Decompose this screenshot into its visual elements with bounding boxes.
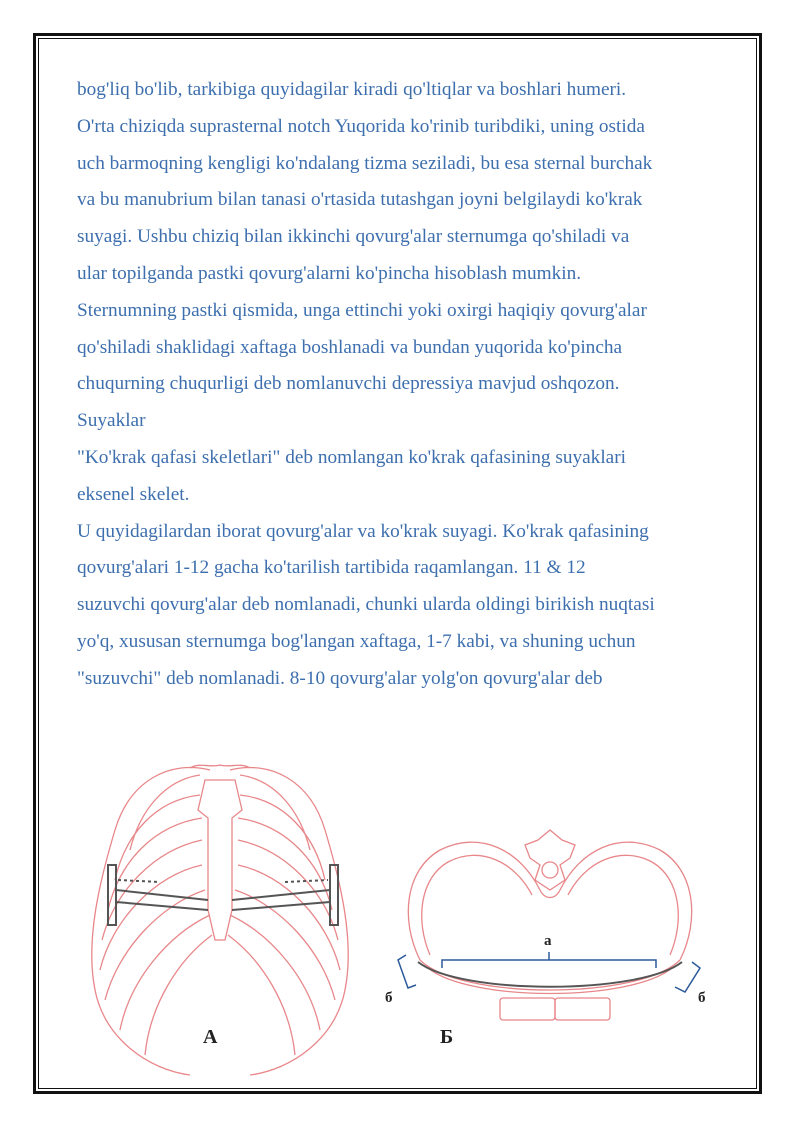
text-line: bog'liq bo'lib, tarkibiga quyidagilar kiradi qo'ltiqlar va boshlari humeri. xyxy=(77,79,627,100)
bracket-b-left xyxy=(398,955,416,988)
label-b: Б xyxy=(440,1026,454,1048)
panel-a-rib-cage xyxy=(92,765,348,1075)
text-line: yo'q, xususan sternumga bog'langan xaftaga, 1-7 kabi, va shuning uchun xyxy=(77,630,636,652)
panel-b-cross-section xyxy=(408,830,691,1020)
rib-cage-figure xyxy=(60,740,750,1090)
annot-b-left: б xyxy=(385,990,393,1006)
bracket-b-right xyxy=(675,962,700,992)
body-text xyxy=(77,72,737,698)
text-line: Sternumning pastki qismida, unga ettinchi yoki oxirgi haqiqiy qovurg'alar xyxy=(77,299,647,321)
text-line: ular topilganda pastki qovurg'alarni ko'pincha hisoblash mumkin. xyxy=(77,262,582,284)
text-line: uch barmoqning kengligi ko'ndalang tizma seziladi, bu esa sternal burchak xyxy=(77,152,653,174)
text-line: Suyaklar xyxy=(77,410,146,432)
panel-b-implant-bar xyxy=(418,962,682,987)
text-line: eksenel skelet. xyxy=(77,483,190,505)
text-line: O'rta chiziqda suprasternal notch Yuqorida ko'rinib turibdiki, uning ostida xyxy=(77,115,645,137)
annot-b-right: б xyxy=(698,990,706,1006)
text-line: "Ko'krak qafasi skeletlari" deb nomlangan ko'krak qafasining suyaklari xyxy=(77,446,627,468)
panel-a-implants xyxy=(108,865,338,925)
text-line: qovurg'alari 1-12 gacha ko'tarilish tartibida raqamlangan. 11 & 12 xyxy=(77,557,586,579)
text-line: suzuvchi qovurg'alar deb nomlanadi, chunki ularda oldingi birikish nuqtasi xyxy=(77,594,655,616)
annot-a: а xyxy=(544,933,552,949)
text-line: suyagi. Ushbu chiziq bilan ikkinchi qovurg'alar sternumga qo'shiladi va xyxy=(77,226,630,248)
bracket-a xyxy=(442,952,656,968)
text-line: U quyidagilardan iborat qovurg'alar va ko'krak suyagi. Ko'krak qafasining xyxy=(77,520,649,542)
text-line: qo'shiladi shaklidagi xaftaga boshlanadi va bundan yuqorida ko'pincha xyxy=(77,336,623,358)
text-line: chuqurning chuqurligi deb nomlanuvchi depressiya mavjud oshqozon. xyxy=(77,373,620,395)
text-line: "suzuvchi" deb nomlanadi. 8-10 qovurg'alar yolg'on qovurg'alar deb xyxy=(77,667,603,689)
text-line: va bu manubrium bilan tanasi o'rtasida tutashgan joyni belgilaydi ko'krak xyxy=(77,189,643,211)
label-a: А xyxy=(203,1026,218,1048)
